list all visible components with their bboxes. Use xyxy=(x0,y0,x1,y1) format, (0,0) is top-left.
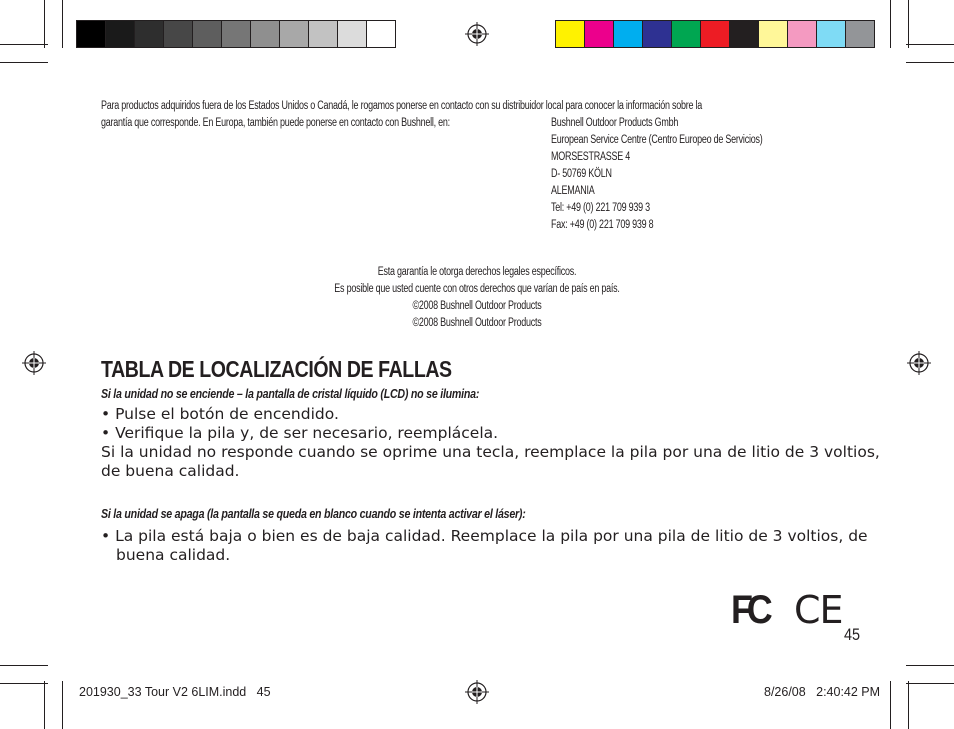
crop-mark xyxy=(0,665,48,666)
address-line: European Service Centre (Centro Europeo de Servicios) xyxy=(551,134,763,146)
warranty-intro-line-1: Para productos adquiridos fuera de los Estados Unidos o Canadá, le rogamos ponerse en contacto con su distribuidor local para conocer la información sobre la xyxy=(101,100,703,112)
address-line: D- 50769 KÖLN xyxy=(551,168,612,180)
paragraph-line: Si la unidad no responde cuando se oprime una tecla, reemplace la pila por una de litio de 3 voltios, xyxy=(101,443,880,461)
color-swatch xyxy=(816,20,846,48)
gray-swatch xyxy=(192,20,222,48)
crop-mark xyxy=(908,0,909,48)
address-line: ALEMANIA xyxy=(551,185,595,197)
address-line: Bushnell Outdoor Products Gmbh xyxy=(551,117,679,129)
registration-mark-icon xyxy=(22,351,46,375)
color-swatch xyxy=(555,20,585,48)
color-swatch xyxy=(642,20,672,48)
color-swatch xyxy=(584,20,614,48)
crop-mark xyxy=(62,0,63,48)
fcc-logo-icon: FC xyxy=(731,588,767,632)
gray-swatch xyxy=(163,20,193,48)
bullet-item: • Verifique la pila y, de ser necesario, reemplácela. xyxy=(101,424,499,442)
crop-mark xyxy=(890,681,891,729)
warranty-intro-line-2: garantía que corresponde. En Europa, también puede ponerse en contacto con Bushnell, en: xyxy=(101,117,450,129)
slug-filename: 201930_33 Tour V2 6LIM.indd 45 xyxy=(79,685,271,699)
paragraph-line: de buena calidad. xyxy=(101,462,240,480)
bullet-item: • La pila está baja o bien es de baja calidad. Reemplace la pila por una pila de litio de 3 voltios, de xyxy=(101,527,868,545)
slug-timestamp: 8/26/08 2:40:42 PM xyxy=(764,685,881,699)
copyright-line: ©2008 Bushnell Outdoor Products xyxy=(412,317,542,329)
crop-mark xyxy=(44,0,45,48)
crop-mark xyxy=(890,0,891,48)
crop-mark xyxy=(906,44,954,45)
crop-mark xyxy=(62,681,63,729)
crop-mark xyxy=(44,681,45,729)
crop-mark xyxy=(0,44,48,45)
legal-line: Es posible que usted cuente con otros derechos que varían de país en país. xyxy=(334,283,620,295)
gray-swatch xyxy=(105,20,135,48)
color-swatch xyxy=(787,20,817,48)
registration-mark-icon xyxy=(465,22,489,46)
section-heading-no-power: Si la unidad no se enciende – la pantalla de cristal líquido (LCD) no se ilumina: xyxy=(101,386,480,401)
gray-swatch xyxy=(221,20,251,48)
copyright-line: ©2008 Bushnell Outdoor Products xyxy=(412,300,542,312)
bullet-continuation: buena calidad. xyxy=(116,546,231,564)
crop-mark xyxy=(906,683,954,684)
color-swatch xyxy=(613,20,643,48)
address-line: MORSESTRASSE 4 xyxy=(551,151,630,163)
troubleshooting-body-2 xyxy=(101,527,868,565)
color-swatch xyxy=(758,20,788,48)
address-block xyxy=(551,115,762,234)
bullet-item: • Pulse el botón de encendido. xyxy=(101,405,339,423)
gray-swatch xyxy=(337,20,367,48)
gray-swatch xyxy=(250,20,280,48)
page-number: 45 xyxy=(844,625,861,644)
crop-mark xyxy=(906,62,954,63)
legal-block xyxy=(0,264,954,332)
gray-swatch xyxy=(366,20,396,48)
ce-mark-icon: CE xyxy=(794,588,843,632)
registration-mark-icon xyxy=(907,351,931,375)
crop-mark xyxy=(0,683,48,684)
troubleshooting-title: TABLA DE LOCALIZACIÓN DE FALLAS xyxy=(101,356,452,382)
crop-mark xyxy=(908,681,909,729)
troubleshooting-body xyxy=(101,405,880,481)
gray-swatch xyxy=(279,20,309,48)
address-line: Fax: +49 (0) 221 709 939 8 xyxy=(551,219,654,231)
crop-mark xyxy=(906,665,954,666)
registration-mark-icon xyxy=(465,680,489,704)
legal-line: Esta garantía le otorga derechos legales específicos. xyxy=(377,266,577,278)
section-heading-shuts-off: Si la unidad se apaga (la pantalla se queda en blanco cuando se intenta activar el láser): xyxy=(101,506,526,521)
color-swatch xyxy=(671,20,701,48)
gray-swatch xyxy=(308,20,338,48)
gray-swatch xyxy=(134,20,164,48)
color-swatch xyxy=(845,20,875,48)
address-line: Tel: +49 (0) 221 709 939 3 xyxy=(551,202,650,214)
color-swatch xyxy=(700,20,730,48)
color-swatch xyxy=(729,20,759,48)
gray-swatch xyxy=(76,20,106,48)
crop-mark xyxy=(0,62,48,63)
